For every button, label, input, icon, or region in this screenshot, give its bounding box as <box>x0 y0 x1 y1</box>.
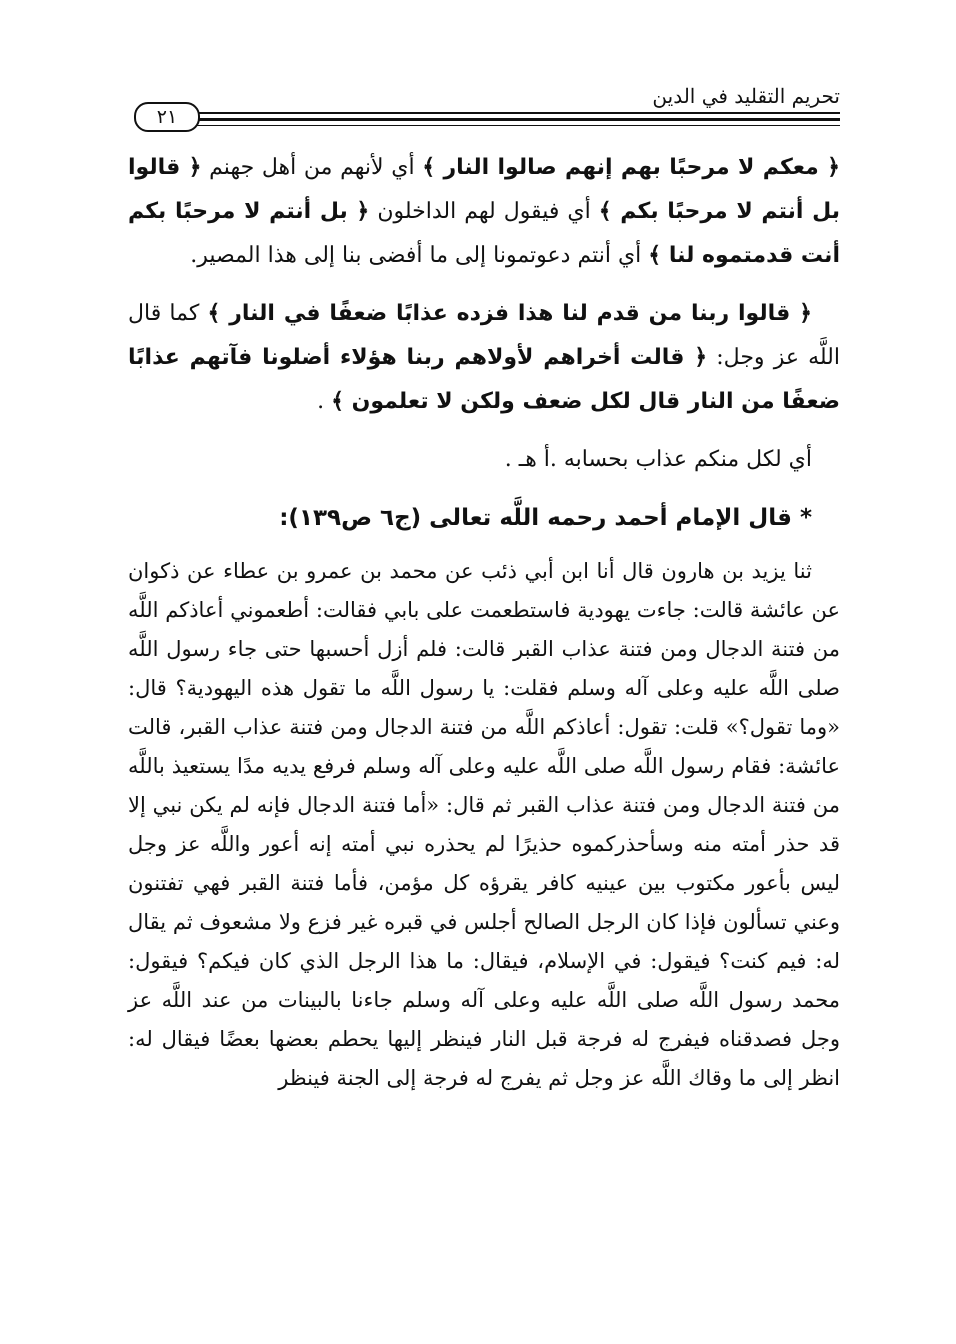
header-rule <box>184 112 840 114</box>
page-number-badge: ٢١ <box>134 102 200 132</box>
hadith-text: ثنا يزيد بن هارون قال أنا ابن أبي ذئب عن محمد بن عمرو بن عطاء عن ذكوان عن عائشة قالت: جاءت يهودية فاستطعمت على بابي فقالت: أطعموني أعاذكم اللَّه من فتنة الدجال ومن فتنة عذاب القبر قالت: فلم أزل أحسبها حتى جاء رسول اللَّه صلى اللَّه عليه وعلى آله وسلم فقلت: يا رسول اللَّه ما تقول هذه اليهودية؟ قال: «وما تقول؟» قلت: تقول: أعاذكم اللَّه من فتنة الدجال ومن فتنة عذاب القبر، قالت عائشة: فقام رسول اللَّه صلى اللَّه عليه وعلى آله وسلم فرفع يديه مدًا يستعيذ باللَّه من فتنة الدجال ومن فتنة عذاب القبر ثم قال: «أما فتنة الدجال فإنه لم يكن نبي إلا قد حذر أمته منه وسأحذركموه حذيرًا لم يحذره نبي أمته إنه أعور واللَّه عز وجل ليس بأعور مكتوب بين عينيه كافر يقرؤه كل مؤمن، فأما فتنة القبر فهي تفتنون وعني تسألون فإذا كان الرجل الصالح أجلس في قبره غير فزع ولا مشعوف ثم يقال له: فيم كنت؟ فيقول: في الإسلام، فيقال: ما هذا الرجل الذي كان فيكم؟ فيقول: محمد رسول اللَّه صلى اللَّه عليه وعلى آله وسلم جاءنا بالبينات من عند اللَّه عز وجل فصدقناه فيفرج له فرجة قبل النار فينظر إليها يحطم بعضها بعضًا فيقال له: انظر إلى ما وقاك اللَّه عز وجل ثم يفرج له فرجة إلى الجنة فينظر <box>128 559 840 1090</box>
quran-quote: ﴿ معكم لا مرحبًا بهم إنهم صالوا النار ﴾ <box>422 155 841 180</box>
quran-quote: ﴿ بل أنتم لا مرحبًا بكم أنت قدمتموه لنا ﴾ <box>128 199 840 268</box>
page-body <box>128 146 840 1098</box>
commentary-text: كما قال اللَّه عز وجل: <box>128 301 840 370</box>
header-rule <box>184 118 840 121</box>
paragraph-2 <box>128 292 840 424</box>
section-heading: * قال الإمام أحمد رحمه اللَّه تعالى (ج٦ ص١٣٩): <box>279 505 812 531</box>
page-header <box>128 80 840 128</box>
quran-quote: ﴿ قالت أخراهم لأولاهم ربنا هؤلاء أضلونا فآتهم عذابًا ضعفًا من النار قال لكل ضعف ولكن لا تعلمون ﴾ <box>128 345 840 414</box>
commentary-text: . <box>317 389 332 414</box>
paragraph-3: أي لكل منكم عذاب بحسابه .أ هـ . <box>504 447 812 472</box>
running-title: تحريم التقليد في الدين <box>652 84 840 108</box>
header-rule <box>184 125 840 126</box>
paragraph-1 <box>128 146 840 278</box>
quran-quote: ﴿ قالوا ربنا من قدم لنا هذا فزده عذابًا ضعفًا في النار ﴾ <box>207 301 813 326</box>
commentary-text: أي أنتم دعوتمونا إلى ما أفضى بنا إلى هذا المصير. <box>190 243 649 268</box>
commentary-text: أي لأنهم من أهل جهنم <box>201 155 423 180</box>
quran-quote: ﴿ قالوا بل أنتم لا مرحبًا بكم ﴾ <box>128 155 841 224</box>
commentary-text: أي فيقول لهم الداخلون <box>369 199 599 224</box>
